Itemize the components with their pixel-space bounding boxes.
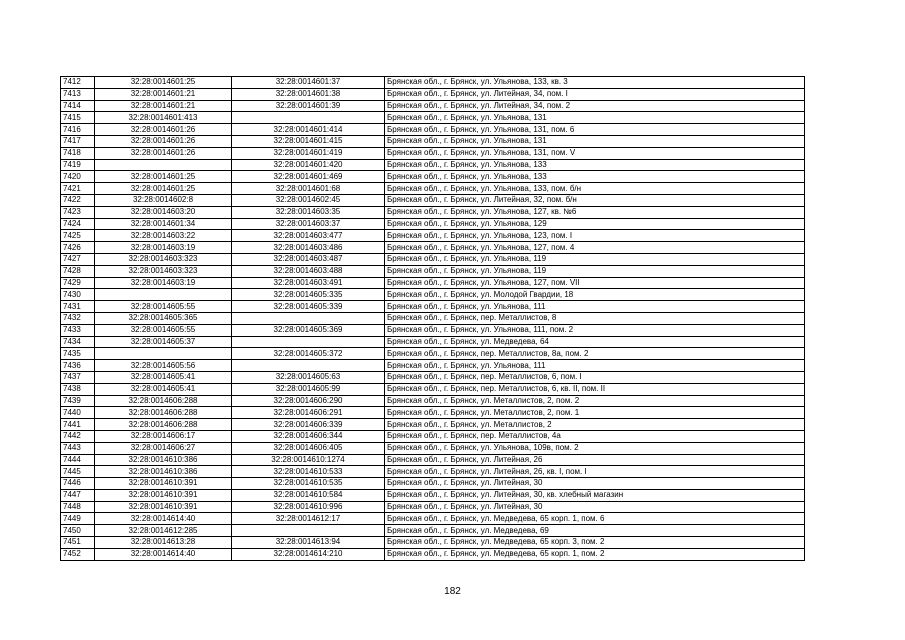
registry-table-body — [61, 77, 805, 561]
land-cadastral-number-cell: 32:28:0014614:40 — [95, 513, 232, 525]
table-row — [61, 301, 805, 313]
address-cell: Брянская обл., г. Брянск, ул. Молодой Гвардии, 18 — [385, 289, 805, 301]
object-cadastral-number-cell: 32:28:0014605:369 — [232, 324, 385, 336]
row-number-cell: 7444 — [61, 454, 95, 466]
address-cell: Брянская обл., г. Брянск, ул. Ульянова, 127, кв. №6 — [385, 206, 805, 218]
land-cadastral-number-cell: 32:28:0014610:391 — [95, 489, 232, 501]
land-cadastral-number-cell: 32:28:0014601:25 — [95, 183, 232, 195]
row-number-cell: 7432 — [61, 312, 95, 324]
address-cell: Брянская обл., г. Брянск, ул. Металлистов, 2, пом. 1 — [385, 407, 805, 419]
address-cell: Брянская обл., г. Брянск, ул. Ульянова, 131, пом. V — [385, 147, 805, 159]
land-cadastral-number-cell: 32:28:0014606:288 — [95, 419, 232, 431]
land-cadastral-number-cell: 32:28:0014610:391 — [95, 478, 232, 490]
table-row — [61, 194, 805, 206]
table-row — [61, 383, 805, 395]
land-cadastral-number-cell: 32:28:0014614:40 — [95, 548, 232, 560]
table-row — [61, 218, 805, 230]
address-cell: Брянская обл., г. Брянск, ул. Медведева, 64 — [385, 336, 805, 348]
row-number-cell: 7446 — [61, 478, 95, 490]
row-number-cell: 7439 — [61, 395, 95, 407]
row-number-cell: 7415 — [61, 112, 95, 124]
object-cadastral-number-cell: 32:28:0014606:344 — [232, 430, 385, 442]
row-number-cell: 7438 — [61, 383, 95, 395]
row-number-cell: 7429 — [61, 277, 95, 289]
row-number-cell: 7427 — [61, 253, 95, 265]
object-cadastral-number-cell: 32:28:0014601:414 — [232, 124, 385, 136]
row-number-cell: 7430 — [61, 289, 95, 301]
row-number-cell: 7441 — [61, 419, 95, 431]
object-cadastral-number-cell: 32:28:0014601:39 — [232, 100, 385, 112]
object-cadastral-number-cell: 32:28:0014606:405 — [232, 442, 385, 454]
row-number-cell: 7418 — [61, 147, 95, 159]
table-row — [61, 77, 805, 89]
land-cadastral-number-cell: 32:28:0014605:55 — [95, 324, 232, 336]
row-number-cell: 7450 — [61, 525, 95, 537]
table-row — [61, 135, 805, 147]
land-cadastral-number-cell: 32:28:0014612:285 — [95, 525, 232, 537]
object-cadastral-number-cell — [232, 360, 385, 372]
object-cadastral-number-cell: 32:28:0014612:17 — [232, 513, 385, 525]
address-cell: Брянская обл., г. Брянск, ул. Ульянова, 131 — [385, 112, 805, 124]
table-row — [61, 100, 805, 112]
address-cell: Брянская обл., г. Брянск, ул. Ульянова, 133, кв. 3 — [385, 77, 805, 89]
table-row — [61, 430, 805, 442]
land-cadastral-number-cell: 32:28:0014606:288 — [95, 407, 232, 419]
table-row — [61, 124, 805, 136]
table-row — [61, 348, 805, 360]
address-cell: Брянская обл., г. Брянск, ул. Литейная, 26 — [385, 454, 805, 466]
table-row — [61, 454, 805, 466]
row-number-cell: 7425 — [61, 230, 95, 242]
table-row — [61, 525, 805, 537]
address-cell: Брянская обл., г. Брянск, ул. Ульянова, 111 — [385, 301, 805, 313]
land-cadastral-number-cell: 32:28:0014606:288 — [95, 395, 232, 407]
table-row — [61, 253, 805, 265]
land-cadastral-number-cell: 32:28:0014605:56 — [95, 360, 232, 372]
object-cadastral-number-cell: 32:28:0014601:415 — [232, 135, 385, 147]
address-cell: Брянская обл., г. Брянск, ул. Металлистов, 2 — [385, 419, 805, 431]
address-cell: Брянская обл., г. Брянск, ул. Медведева, 65 корп. 3, пом. 2 — [385, 537, 805, 549]
land-cadastral-number-cell: 32:28:0014601:26 — [95, 135, 232, 147]
land-cadastral-number-cell: 32:28:0014603:20 — [95, 206, 232, 218]
address-cell: Брянская обл., г. Брянск, ул. Ульянова, 119 — [385, 253, 805, 265]
table-row — [61, 324, 805, 336]
row-number-cell: 7419 — [61, 159, 95, 171]
land-cadastral-number-cell: 32:28:0014606:17 — [95, 430, 232, 442]
row-number-cell: 7420 — [61, 171, 95, 183]
object-cadastral-number-cell: 32:28:0014605:63 — [232, 371, 385, 383]
address-cell: Брянская обл., г. Брянск, ул. Ульянова, 131 — [385, 135, 805, 147]
object-cadastral-number-cell: 32:28:0014605:335 — [232, 289, 385, 301]
object-cadastral-number-cell: 32:28:0014610:1274 — [232, 454, 385, 466]
row-number-cell: 7451 — [61, 537, 95, 549]
object-cadastral-number-cell: 32:28:0014601:419 — [232, 147, 385, 159]
row-number-cell: 7412 — [61, 77, 95, 89]
land-cadastral-number-cell: 32:28:0014606:27 — [95, 442, 232, 454]
address-cell: Брянская обл., г. Брянск, ул. Ульянова, 131, пом. 6 — [385, 124, 805, 136]
row-number-cell: 7435 — [61, 348, 95, 360]
row-number-cell: 7433 — [61, 324, 95, 336]
row-number-cell: 7445 — [61, 466, 95, 478]
page-number: 182 — [444, 586, 461, 597]
object-cadastral-number-cell: 32:28:0014603:486 — [232, 242, 385, 254]
table-row — [61, 419, 805, 431]
row-number-cell: 7413 — [61, 88, 95, 100]
table-row — [61, 265, 805, 277]
table-row — [61, 171, 805, 183]
land-cadastral-number-cell: 32:28:0014605:41 — [95, 371, 232, 383]
address-cell: Брянская обл., г. Брянск, ул. Ульянова, 127, пом. 4 — [385, 242, 805, 254]
object-cadastral-number-cell: 32:28:0014610:533 — [232, 466, 385, 478]
object-cadastral-number-cell: 32:28:0014601:420 — [232, 159, 385, 171]
land-cadastral-number-cell: 32:28:0014601:21 — [95, 100, 232, 112]
row-number-cell: 7452 — [61, 548, 95, 560]
object-cadastral-number-cell — [232, 525, 385, 537]
address-cell: Брянская обл., г. Брянск, ул. Ульянова, 133, пом. б/н — [385, 183, 805, 195]
address-cell: Брянская обл., г. Брянск, ул. Медведева, 65 корп. 1, пом. 6 — [385, 513, 805, 525]
table-row — [61, 183, 805, 195]
table-row — [61, 513, 805, 525]
address-cell: Брянская обл., г. Брянск, ул. Ульянова, 129 — [385, 218, 805, 230]
row-number-cell: 7448 — [61, 501, 95, 513]
table-row — [61, 395, 805, 407]
object-cadastral-number-cell: 32:28:0014605:339 — [232, 301, 385, 313]
table-row — [61, 478, 805, 490]
row-number-cell: 7440 — [61, 407, 95, 419]
land-cadastral-number-cell: 32:28:0014602:8 — [95, 194, 232, 206]
table-row — [61, 312, 805, 324]
object-cadastral-number-cell: 32:28:0014610:996 — [232, 501, 385, 513]
address-cell: Брянская обл., г. Брянск, ул. Литейная, 34, пом. 2 — [385, 100, 805, 112]
address-cell: Брянская обл., г. Брянск, ул. Ульянова, 133 — [385, 159, 805, 171]
land-cadastral-number-cell: 32:28:0014610:391 — [95, 501, 232, 513]
address-cell: Брянская обл., г. Брянск, ул. Ульянова, 123, пом. I — [385, 230, 805, 242]
table-row — [61, 407, 805, 419]
table-row — [61, 442, 805, 454]
table-row — [61, 501, 805, 513]
land-cadastral-number-cell: 32:28:0014610:386 — [95, 454, 232, 466]
row-number-cell: 7423 — [61, 206, 95, 218]
table-row — [61, 147, 805, 159]
table-row — [61, 360, 805, 372]
address-cell: Брянская обл., г. Брянск, ул. Металлистов, 2, пом. 2 — [385, 395, 805, 407]
object-cadastral-number-cell: 32:28:0014610:584 — [232, 489, 385, 501]
table-row — [61, 112, 805, 124]
table-row — [61, 336, 805, 348]
row-number-cell: 7417 — [61, 135, 95, 147]
row-number-cell: 7426 — [61, 242, 95, 254]
row-number-cell: 7443 — [61, 442, 95, 454]
row-number-cell: 7414 — [61, 100, 95, 112]
land-cadastral-number-cell: 32:28:0014605:55 — [95, 301, 232, 313]
table-row — [61, 277, 805, 289]
row-number-cell: 7428 — [61, 265, 95, 277]
object-cadastral-number-cell: 32:28:0014603:35 — [232, 206, 385, 218]
land-cadastral-number-cell: 32:28:0014603:19 — [95, 277, 232, 289]
land-cadastral-number-cell: 32:28:0014601:25 — [95, 171, 232, 183]
table-row — [61, 489, 805, 501]
land-cadastral-number-cell — [95, 289, 232, 301]
table-row — [61, 206, 805, 218]
row-number-cell: 7442 — [61, 430, 95, 442]
land-cadastral-number-cell: 32:28:0014603:22 — [95, 230, 232, 242]
object-cadastral-number-cell: 32:28:0014613:94 — [232, 537, 385, 549]
row-number-cell: 7421 — [61, 183, 95, 195]
address-cell: Брянская обл., г. Брянск, ул. Медведева, 65 корп. 1, пом. 2 — [385, 548, 805, 560]
land-cadastral-number-cell: 32:28:0014601:25 — [95, 77, 232, 89]
address-cell: Брянская обл., г. Брянск, ул. Литейная, 32, пом. б/н — [385, 194, 805, 206]
land-cadastral-number-cell: 32:28:0014601:34 — [95, 218, 232, 230]
row-number-cell: 7431 — [61, 301, 95, 313]
object-cadastral-number-cell: 32:28:0014603:477 — [232, 230, 385, 242]
address-cell: Брянская обл., г. Брянск, ул. Литейная, 30 — [385, 478, 805, 490]
object-cadastral-number-cell: 32:28:0014601:37 — [232, 77, 385, 89]
table-row — [61, 88, 805, 100]
table-row — [61, 466, 805, 478]
land-cadastral-number-cell: 32:28:0014603:19 — [95, 242, 232, 254]
row-number-cell: 7422 — [61, 194, 95, 206]
object-cadastral-number-cell: 32:28:0014610:535 — [232, 478, 385, 490]
address-cell: Брянская обл., г. Брянск, ул. Литейная, 30 — [385, 501, 805, 513]
address-cell: Брянская обл., г. Брянск, ул. Ульянова, 127, пом. VII — [385, 277, 805, 289]
land-cadastral-number-cell — [95, 348, 232, 360]
address-cell: Брянская обл., г. Брянск, ул. Литейная, 26, кв. I, пом. I — [385, 466, 805, 478]
object-cadastral-number-cell — [232, 336, 385, 348]
land-cadastral-number-cell: 32:28:0014603:323 — [95, 265, 232, 277]
object-cadastral-number-cell: 32:28:0014601:68 — [232, 183, 385, 195]
address-cell: Брянская обл., г. Брянск, ул. Ульянова, 119 — [385, 265, 805, 277]
address-cell: Брянская обл., г. Брянск, пер. Металлистов, 4а — [385, 430, 805, 442]
object-cadastral-number-cell: 32:28:0014606:290 — [232, 395, 385, 407]
row-number-cell: 7449 — [61, 513, 95, 525]
object-cadastral-number-cell — [232, 112, 385, 124]
object-cadastral-number-cell: 32:28:0014605:372 — [232, 348, 385, 360]
table-row — [61, 242, 805, 254]
address-cell: Брянская обл., г. Брянск, пер. Металлистов, 6, пом. I — [385, 371, 805, 383]
object-cadastral-number-cell: 32:28:0014603:488 — [232, 265, 385, 277]
address-cell: Брянская обл., г. Брянск, ул. Медведева, 69 — [385, 525, 805, 537]
table-row — [61, 230, 805, 242]
address-cell: Брянская обл., г. Брянск, пер. Металлистов, 6, кв. II, пом. II — [385, 383, 805, 395]
land-cadastral-number-cell: 32:28:0014605:365 — [95, 312, 232, 324]
address-cell: Брянская обл., г. Брянск, ул. Ульянова, 109в, пом. 2 — [385, 442, 805, 454]
row-number-cell: 7416 — [61, 124, 95, 136]
land-cadastral-number-cell — [95, 159, 232, 171]
table-row — [61, 537, 805, 549]
land-cadastral-number-cell: 32:28:0014605:37 — [95, 336, 232, 348]
object-cadastral-number-cell: 32:28:0014605:99 — [232, 383, 385, 395]
land-cadastral-number-cell: 32:28:0014601:26 — [95, 147, 232, 159]
land-cadastral-number-cell: 32:28:0014605:41 — [95, 383, 232, 395]
table-row — [61, 371, 805, 383]
object-cadastral-number-cell: 32:28:0014614:210 — [232, 548, 385, 560]
land-cadastral-number-cell: 32:28:0014610:386 — [95, 466, 232, 478]
land-cadastral-number-cell: 32:28:0014603:323 — [95, 253, 232, 265]
address-cell: Брянская обл., г. Брянск, ул. Ульянова, 111, пом. 2 — [385, 324, 805, 336]
object-cadastral-number-cell: 32:28:0014606:291 — [232, 407, 385, 419]
table-row — [61, 289, 805, 301]
object-cadastral-number-cell: 32:28:0014601:38 — [232, 88, 385, 100]
land-cadastral-number-cell: 32:28:0014601:413 — [95, 112, 232, 124]
row-number-cell: 7437 — [61, 371, 95, 383]
land-cadastral-number-cell: 32:28:0014613:28 — [95, 537, 232, 549]
object-cadastral-number-cell: 32:28:0014603:37 — [232, 218, 385, 230]
address-cell: Брянская обл., г. Брянск, ул. Литейная, 34, пом. I — [385, 88, 805, 100]
address-cell: Брянская обл., г. Брянск, пер. Металлистов, 8 — [385, 312, 805, 324]
address-cell: Брянская обл., г. Брянск, ул. Литейная, 30, кв. хлебный магазин — [385, 489, 805, 501]
object-cadastral-number-cell: 32:28:0014601:469 — [232, 171, 385, 183]
address-cell: Брянская обл., г. Брянск, ул. Ульянова, 133 — [385, 171, 805, 183]
object-cadastral-number-cell: 32:28:0014602:45 — [232, 194, 385, 206]
address-cell: Брянская обл., г. Брянск, ул. Ульянова, 111 — [385, 360, 805, 372]
table-row — [61, 159, 805, 171]
object-cadastral-number-cell: 32:28:0014603:491 — [232, 277, 385, 289]
row-number-cell: 7436 — [61, 360, 95, 372]
land-cadastral-number-cell: 32:28:0014601:26 — [95, 124, 232, 136]
registry-table — [60, 76, 805, 561]
table-row — [61, 548, 805, 560]
row-number-cell: 7424 — [61, 218, 95, 230]
row-number-cell: 7434 — [61, 336, 95, 348]
address-cell: Брянская обл., г. Брянск, пер. Металлистов, 8а, пом. 2 — [385, 348, 805, 360]
land-cadastral-number-cell: 32:28:0014601:21 — [95, 88, 232, 100]
object-cadastral-number-cell: 32:28:0014606:339 — [232, 419, 385, 431]
object-cadastral-number-cell: 32:28:0014603:487 — [232, 253, 385, 265]
row-number-cell: 7447 — [61, 489, 95, 501]
object-cadastral-number-cell — [232, 312, 385, 324]
